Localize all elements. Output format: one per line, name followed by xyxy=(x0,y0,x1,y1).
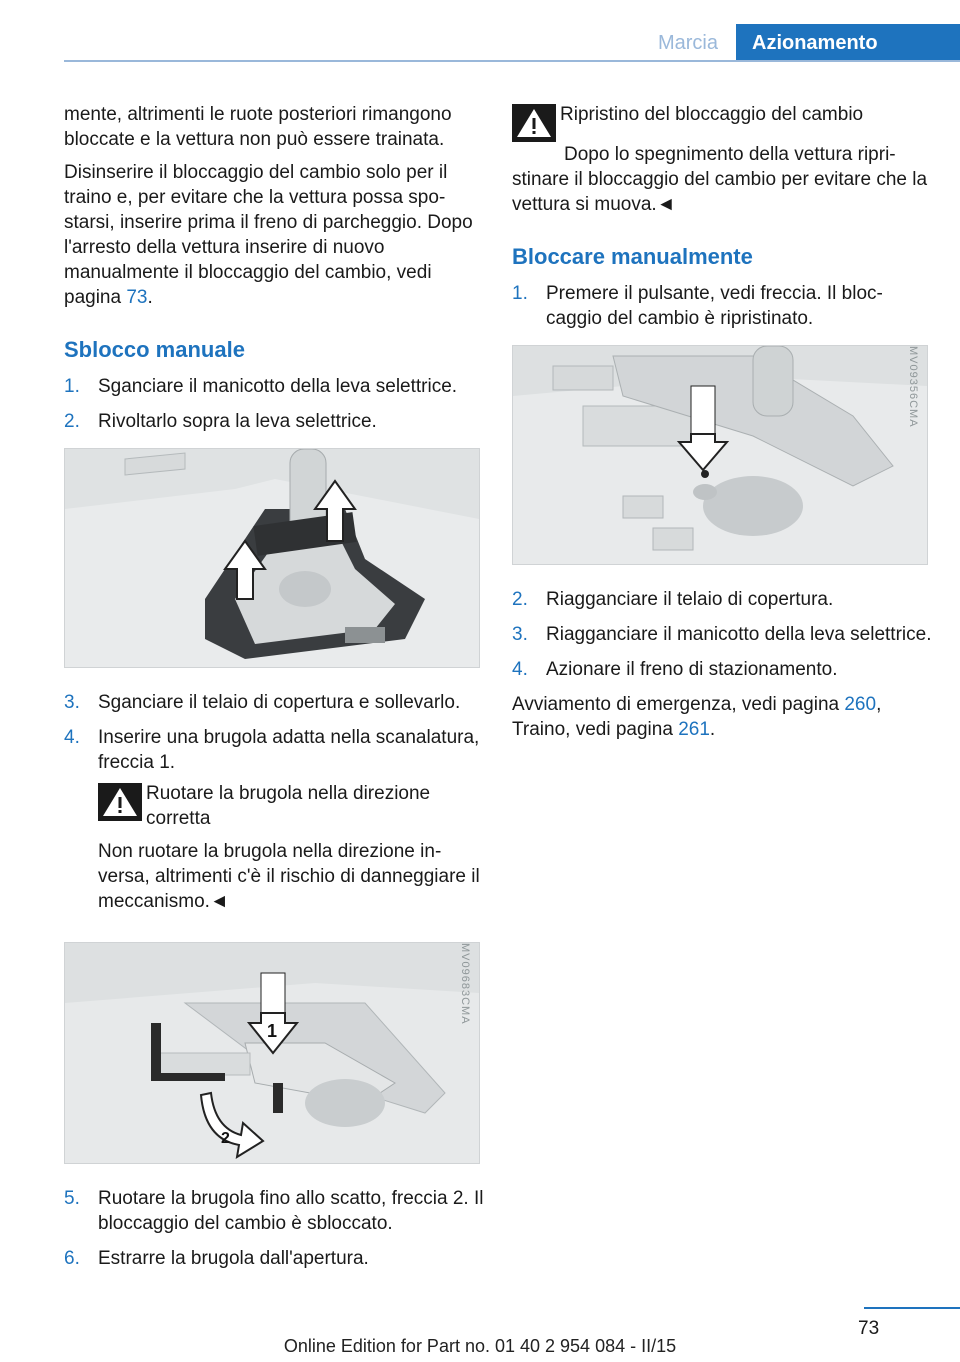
step-number: 4. xyxy=(512,659,528,680)
punctuation: . xyxy=(709,719,716,740)
reference-line xyxy=(512,692,932,717)
section-heading: Sblocco manuale xyxy=(64,337,245,362)
image-code: MV09356CMA xyxy=(907,346,919,428)
steps-list xyxy=(64,374,484,434)
list-item xyxy=(64,409,484,434)
step-number: 5. xyxy=(64,1188,80,1209)
step-text: Estrarre la brugola dall'apertura. xyxy=(98,1248,369,1269)
steps-list xyxy=(64,1186,484,1271)
header-chapter: Azionamento xyxy=(736,24,960,62)
punctuation: . xyxy=(147,287,153,308)
list-item xyxy=(64,1246,484,1271)
page-link-260[interactable]: 260 xyxy=(844,694,877,715)
step-text: Sganciare il manicotto della leva selettrice. xyxy=(98,376,458,397)
warning-text: Non ruotare la brugola nella direzione inversa, altrimenti c'è il rischio di danneggiare il meccanismo.◄ xyxy=(98,841,480,912)
left-column xyxy=(64,102,484,1281)
step-text: Inserire una brugola adatta nella scanalatura, freccia 1. xyxy=(98,727,480,773)
step-text: Azionare il freno di stazionamento. xyxy=(546,659,838,680)
steps-list xyxy=(64,690,484,775)
warning xyxy=(512,102,932,152)
footer-rule xyxy=(864,1307,960,1309)
step-text: Ruotare la brugola fino allo scatto, freccia 2. Il bloccaggio del cambio è sbloccato. xyxy=(98,1188,484,1234)
warning-block xyxy=(64,781,484,914)
warning-title: Ripristino del bloccaggio del cambio xyxy=(560,104,864,125)
edition-note: Online Edition for Part no. 01 40 2 954 084 - II/15 xyxy=(283,1336,677,1356)
list-item xyxy=(64,374,484,399)
reference-line xyxy=(512,717,932,742)
paragraph-text: Disinserire il bloccaggio del cambio solo per il traino e, per evitare che la vettura possa spostarsi, inserire prima il freno di parcheggio. Dopo l'arresto della vettura inserire di nuovo manualmente il bloccaggio del cambio, vedi pagina xyxy=(64,162,473,308)
warning-icon xyxy=(98,783,142,821)
list-item xyxy=(64,1186,484,1236)
header-rule xyxy=(64,60,960,62)
step-number: 1. xyxy=(64,376,80,397)
step-text: Rivoltarlo sopra la leva selettrice. xyxy=(98,411,377,432)
step-number: 2. xyxy=(512,589,528,610)
hex-key-photo xyxy=(64,942,480,1164)
step-number: 3. xyxy=(512,624,528,645)
warning-icon xyxy=(512,104,556,142)
page-link-261[interactable]: 261 xyxy=(678,719,710,740)
svg-text:2: 2 xyxy=(221,1130,230,1147)
paragraph xyxy=(64,160,484,310)
step-number: 1. xyxy=(512,283,528,304)
steps-list xyxy=(512,587,932,682)
list-item xyxy=(512,622,932,647)
step-number: 4. xyxy=(64,727,80,748)
right-column xyxy=(512,102,932,750)
lock-button-photo xyxy=(512,345,928,565)
warning-title: Ruotare la brugola nella direzione corretta xyxy=(146,783,431,829)
list-item xyxy=(512,587,932,612)
svg-text:1: 1 xyxy=(267,1021,278,1041)
gear-lever-photo xyxy=(64,448,480,668)
reference-text: Traino, vedi pagina xyxy=(512,719,679,740)
warning-text: Dopo lo spegnimento della vettura ripristinare il bloccaggio del cambio per evitare che la vettura si muova.◄ xyxy=(512,144,928,215)
list-item xyxy=(64,725,484,775)
list-item xyxy=(512,657,932,682)
step-number: 6. xyxy=(64,1248,80,1269)
step-text: Sganciare il telaio di copertura e sollevarlo. xyxy=(98,692,461,713)
reference-text: Avviamento di emergenza, vedi pagina xyxy=(512,694,845,715)
step-text: Premere il pulsante, vedi freccia. Il bloccaggio del cambio è ripristinato. xyxy=(546,283,883,329)
page-link-73[interactable]: 73 xyxy=(126,287,148,308)
list-item xyxy=(64,690,484,715)
paragraph: mente, altrimenti le ruote posteriori rimangono bloccate e la vettura non può essere trainata. xyxy=(64,104,452,150)
step-number: 3. xyxy=(64,692,80,713)
punctuation: , xyxy=(876,694,882,715)
steps-list xyxy=(512,281,932,331)
step-number: 2. xyxy=(64,411,80,432)
header-section: Marcia xyxy=(657,32,718,54)
step-text: Riagganciare il telaio di copertura. xyxy=(546,589,834,610)
warning xyxy=(98,781,484,831)
page-number: 73 xyxy=(858,1318,880,1339)
step-text: Riagganciare il manicotto della leva selettrice. xyxy=(546,624,932,645)
section-heading: Bloccare manualmente xyxy=(512,244,753,269)
list-item xyxy=(512,281,932,331)
image-code: MV09683CMA xyxy=(459,943,471,1025)
